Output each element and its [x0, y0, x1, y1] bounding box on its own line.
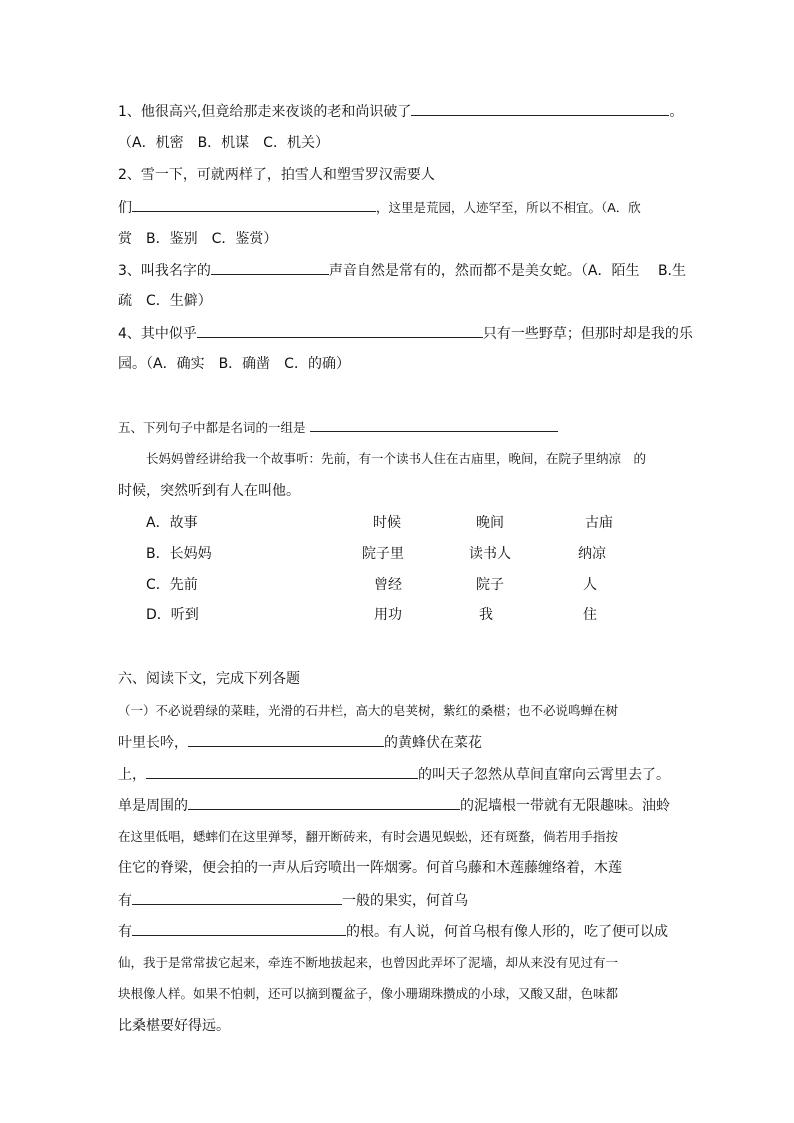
section6-p3-end: 的叫天子忽然从草间直窜向云霄里去了。	[418, 767, 670, 783]
option-a-word3: 古庙	[585, 515, 613, 531]
q1-line1	[118, 102, 683, 122]
q2-line1: 2、雪一下，可就两样了，拍雪人和塑雪罗汉需要人	[118, 167, 435, 183]
option-d-word1: 用功	[374, 607, 402, 623]
section6-blank-1[interactable]	[188, 733, 384, 747]
q4-options: 园。（A．确实 B．确凿 C．的确）	[118, 356, 350, 372]
section6-p9: 仙，我于是常常拔它起来，牵连不断地拔起来，也曾因此弄坏了泥墙，却从来没有见过有一	[118, 955, 619, 970]
q2-text-end: ，这里是荒园，人迹罕至，所以不相宜。（A．欣	[376, 200, 641, 215]
q1-text-end: 。	[669, 104, 684, 120]
option-a-label: A．故事	[146, 515, 198, 531]
section6-p4	[118, 796, 670, 816]
section6-p7-start: 有	[118, 893, 132, 909]
option-b-word2: 读书人	[469, 546, 511, 562]
section6-blank-3[interactable]	[188, 796, 460, 810]
section6-blank-5[interactable]	[132, 922, 346, 936]
q3-answer-blank[interactable]	[211, 261, 329, 275]
q3-text-start: 3、叫我名字的	[118, 263, 211, 279]
section6-p3-start: 上，	[118, 767, 146, 783]
section6-title: 六、阅读下文，完成下列各题	[118, 671, 300, 687]
section6-p8-end: 的根。有人说，何首乌根有像人形的，吃了便可以成	[346, 924, 668, 940]
section6-p5: 在这里低唱，蟋蟀们在这里弹琴，翻开断砖来，有时会遇见蜈蚣，还有斑蝥，倘若用手指按	[118, 829, 619, 844]
section6-p11: 比桑椹要好得远。	[118, 1018, 230, 1034]
section5-title-text: 五、下列句子中都是名词的一组是	[118, 420, 306, 435]
option-d-word2: 我	[479, 607, 493, 623]
option-d-word3: 住	[583, 607, 597, 623]
q4-text-start: 4、其中似乎	[118, 326, 197, 342]
q4-answer-blank[interactable]	[197, 324, 483, 338]
section5-passage-line2: 时候，突然听到有人在叫他。	[118, 483, 300, 499]
section6-p8-start: 有	[118, 924, 132, 940]
q2-options: 赏 B．鉴别 C．鉴赏）	[118, 231, 278, 247]
option-a-word1: 时候	[373, 515, 401, 531]
section5-passage-line1: 长妈妈曾经讲给我一个故事听：先前，有一个读书人住在古庙里，晚间，在院子里纳凉 的	[146, 451, 647, 466]
section6-p2	[118, 733, 482, 753]
q3-options: 疏 C．生僻）	[118, 293, 212, 309]
section6-p10: 块根像人样。如果不怕刺，还可以摘到覆盆子，像小珊瑚珠攒成的小球，又酸又甜，色味都	[118, 986, 619, 1001]
q1-options: （A．机密 B．机谋 C．机关）	[118, 135, 329, 151]
q2-line2	[118, 198, 641, 218]
option-c-word3: 人	[583, 577, 597, 593]
q1-answer-blank[interactable]	[411, 102, 669, 116]
section6-p4-end: 的泥墙根一带就有无限趣味。油蛉	[460, 798, 670, 814]
q3-text-end: 声音自然是常有的，然而都不是美女蛇。（A．陌生 B.生	[328, 263, 687, 279]
section6-p4-start: 单是周围的	[118, 798, 188, 814]
section6-p6: 住它的脊梁，便会拍的一声从后窍喷出一阵烟雾。何首乌藤和木莲藤缠络着，木莲	[118, 860, 622, 876]
q3-line1	[118, 261, 686, 281]
q2-text-start: 们	[118, 200, 132, 216]
option-b-label: B．长妈妈	[146, 546, 212, 562]
section5-title	[118, 418, 558, 438]
option-c-word1: 曾经	[374, 577, 402, 593]
q4-line1	[118, 324, 693, 344]
q4-text-end: 只有一些野草；但那时却是我的乐	[482, 326, 693, 342]
section6-p7-end: 一般的果实，何首乌	[342, 893, 468, 909]
section6-p2-end: 的黄蜂伏在菜花	[384, 735, 482, 751]
section6-p8	[118, 922, 668, 942]
section6-p7	[118, 891, 468, 911]
option-b-word1: 院子里	[362, 546, 404, 562]
section6-blank-2[interactable]	[146, 765, 418, 779]
section5-answer-blank[interactable]	[310, 418, 558, 432]
section6-p3	[118, 765, 670, 785]
option-a-word2: 晚间	[476, 515, 504, 531]
option-b-word3: 纳凉	[578, 546, 606, 562]
option-c-word2: 院子	[476, 577, 504, 593]
q1-text: 1、他很高兴,但竟给那走来夜谈的老和尚识破了	[118, 104, 412, 120]
option-d-label: D．听到	[146, 607, 199, 623]
section6-p1: （一）不必说碧绿的菜畦，光滑的石井栏，高大的皂荚树，紫红的桑椹；也不必说鸣蝉在树	[118, 703, 619, 718]
section6-p2-start: 叶里长吟，	[118, 735, 188, 751]
section6-blank-4[interactable]	[132, 891, 342, 905]
option-c-label: C．先前	[146, 577, 198, 593]
q2-answer-blank[interactable]	[132, 198, 376, 212]
